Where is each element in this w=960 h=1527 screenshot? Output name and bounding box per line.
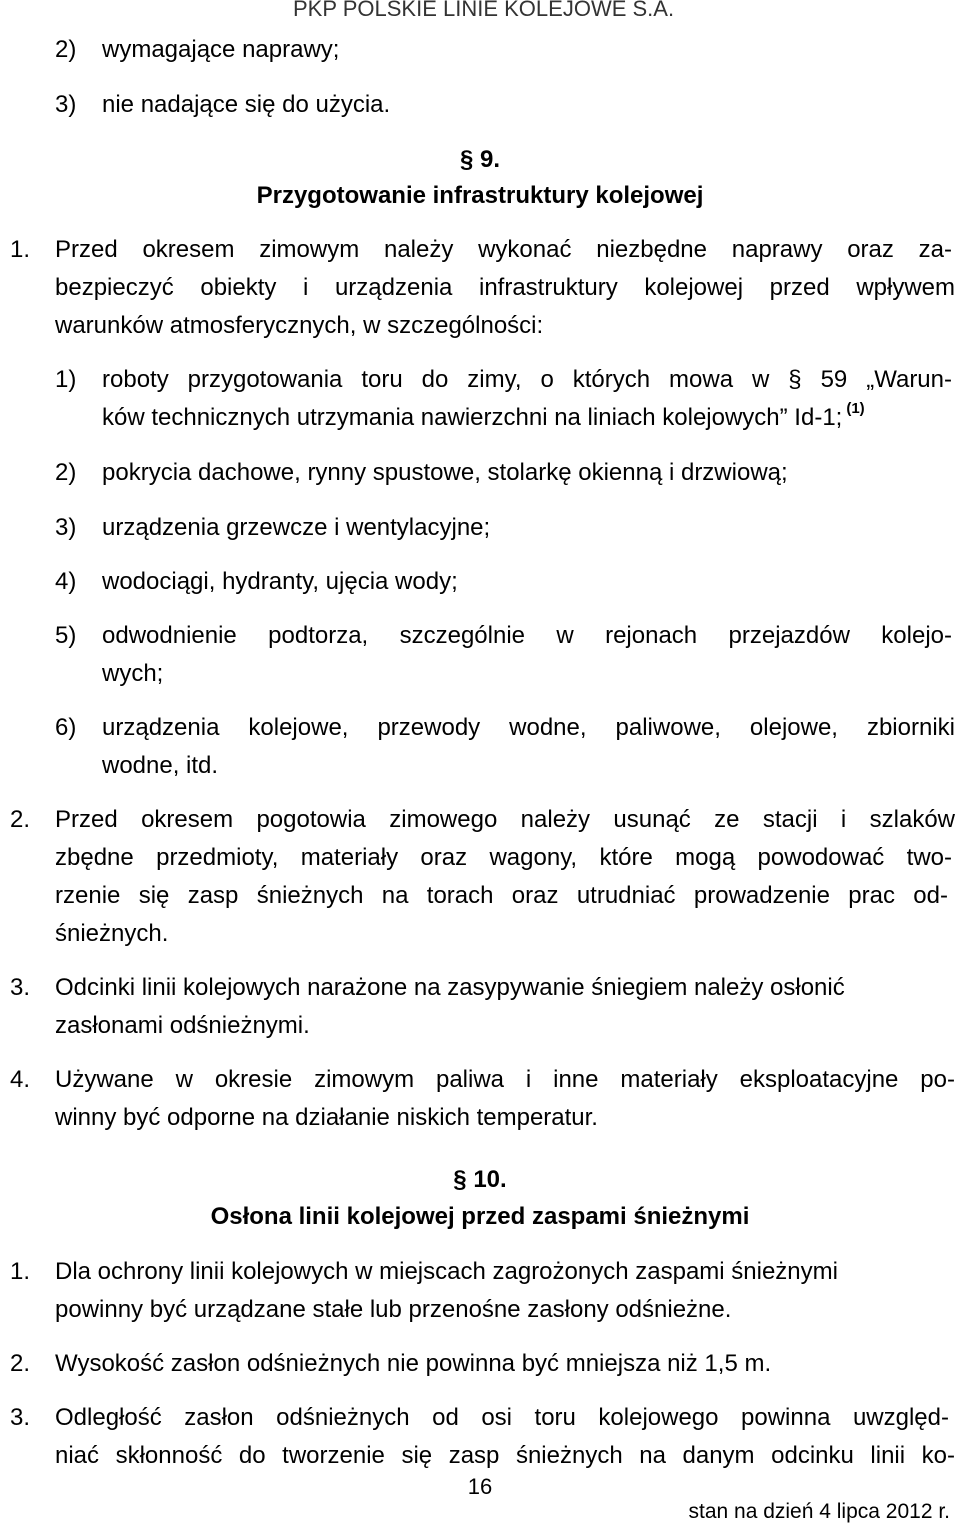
list-item-text: odwodnienie podtorza, szczególnie w rejonach przejazdów kolejo-	[102, 622, 952, 649]
paragraph-line: Dla ochrony linii kolejowych w miejscach zagrożonych zaspami śnieżnymi	[55, 1258, 838, 1285]
footnote-marker: (1)	[846, 400, 865, 417]
list-item-number: 2)	[55, 36, 77, 63]
list-item-text: roboty przygotowania toru do zimy, o których mowa w § 59 „Warun-	[102, 366, 952, 393]
paragraph-number: 4.	[10, 1066, 31, 1093]
paragraph-number: 2.	[10, 1350, 31, 1377]
list-item-line: ków technicznych utrzymania nawierzchni na liniach kolejowych” Id-1;	[102, 404, 843, 431]
section-number: § 10.	[453, 1166, 507, 1193]
paragraph-line: Wysokość zasłon odśnieżnych nie powinna być mniejsza niż 1,5 m.	[55, 1350, 772, 1377]
list-item-text: pokrycia dachowe, rynny spustowe, stolarkę okienną i drzwiową;	[102, 459, 788, 486]
page-number: 16	[467, 1474, 493, 1499]
paragraph-line: zbędne przedmioty, materiały oraz wagony, które mogą powodować two-	[55, 844, 952, 871]
paragraph-number: 3.	[10, 974, 31, 1001]
section-title: Osłona linii kolejowej przed zaspami śnieżnymi	[210, 1203, 750, 1230]
page-header: PKP POLSKIE LINIE KOLEJOWE S.A.	[293, 0, 675, 21]
paragraph-line: Odległość zasłon odśnieżnych od osi toru kolejowego powinna uwzględ-	[55, 1404, 949, 1431]
paragraph-number: 3.	[10, 1404, 31, 1431]
section-number: § 9.	[459, 146, 501, 173]
paragraph-line: niać skłonność do tworzenie się zasp śnieżnych na danym odcinku linii ko-	[55, 1442, 955, 1469]
list-item-number: 1)	[55, 366, 77, 393]
list-item-number: 2)	[55, 459, 77, 486]
list-item-text	[102, 400, 865, 435]
list-item-number: 5)	[55, 622, 77, 649]
list-item-number: 4)	[55, 568, 77, 595]
paragraph-line: Przed okresem zimowym należy wykonać niezbędne naprawy oraz za-	[55, 236, 952, 263]
list-item-text: urządzenia grzewcze i wentylacyjne;	[102, 514, 491, 541]
list-item-text: wych;	[102, 660, 164, 687]
paragraph-line: śnieżnych.	[55, 920, 169, 947]
list-item-text: wymagające naprawy;	[102, 36, 340, 63]
list-item-text: wodne, itd.	[102, 752, 219, 779]
list-item-text: urządzenia kolejowe, przewody wodne, paliwowe, olejowe, zbiorniki	[102, 714, 955, 741]
paragraph-line: powinny być urządzane stałe lub przenośne zasłony odśnieżne.	[55, 1296, 732, 1323]
paragraph-number: 2.	[10, 806, 31, 833]
list-item-text: nie nadające się do użycia.	[102, 91, 391, 118]
paragraph-line: rzenie się zasp śnieżnych na torach oraz utrudniać prowadzenie prac od-	[55, 882, 948, 909]
paragraph-line: Przed okresem pogotowia zimowego należy usunąć ze stacji i szlaków	[55, 806, 955, 833]
paragraph-line: winny być odporne na działanie niskich temperatur.	[55, 1104, 598, 1131]
list-item-number: 3)	[55, 91, 77, 118]
list-item-text: wodociągi, hydranty, ujęcia wody;	[102, 568, 458, 595]
list-item-number: 3)	[55, 514, 77, 541]
paragraph-line: Odcinki linii kolejowych narażone na zasypywanie śniegiem należy osłonić	[55, 974, 845, 1001]
page-footer-date: stan na dzień 4 lipca 2012 r.	[688, 1500, 950, 1523]
paragraph-number: 1.	[10, 1258, 31, 1285]
paragraph-number: 1.	[10, 236, 31, 263]
paragraph-line: Używane w okresie zimowym paliwa i inne materiały eksploatacyjne po-	[55, 1066, 955, 1093]
section-title: Przygotowanie infrastruktury kolejowej	[256, 182, 704, 209]
paragraph-line: warunków atmosferycznych, w szczególności:	[55, 312, 544, 339]
paragraph-line: bezpieczyć obiekty i urządzenia infrastruktury kolejowej przed wpływem	[55, 274, 955, 301]
list-item-number: 6)	[55, 714, 77, 741]
paragraph-line: zasłonami odśnieżnymi.	[55, 1012, 310, 1039]
